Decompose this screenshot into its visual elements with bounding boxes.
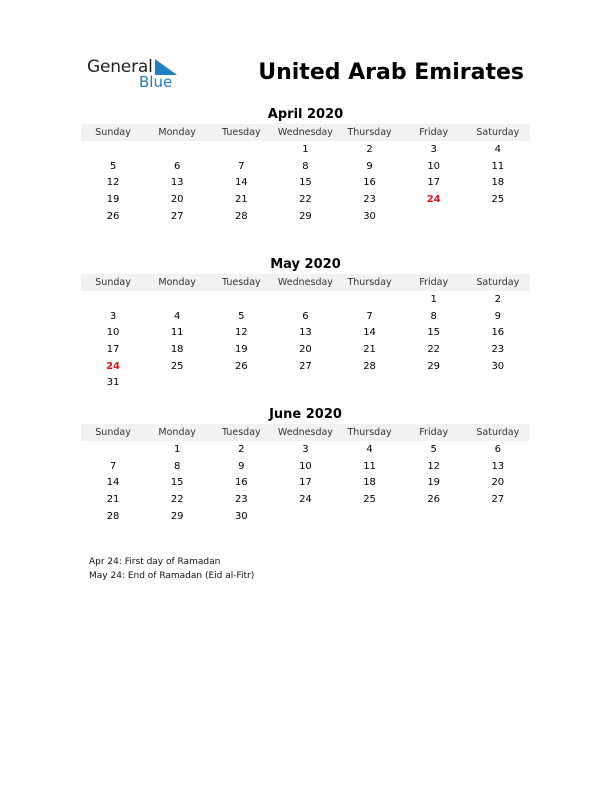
day-cell: 28 bbox=[363, 360, 376, 372]
day-cell: 15 bbox=[170, 477, 184, 489]
day-cell: 4 bbox=[366, 443, 373, 455]
weekday-label: Sunday bbox=[95, 427, 131, 438]
week-row bbox=[81, 508, 530, 525]
month-calendar bbox=[81, 406, 530, 524]
day-cell: 13 bbox=[170, 177, 184, 189]
day-cell: 6 bbox=[174, 160, 181, 172]
day-cell: 27 bbox=[170, 210, 184, 222]
day-cell: 1 bbox=[430, 293, 437, 305]
day-cell: 26 bbox=[106, 210, 120, 222]
weekday-label: Wednesday bbox=[277, 277, 333, 288]
day-cell: 8 bbox=[430, 310, 437, 322]
day-cell: 1 bbox=[174, 443, 181, 455]
weekday-label: Tuesday bbox=[221, 127, 261, 138]
day-cell: 22 bbox=[299, 193, 312, 205]
day-cell: 17 bbox=[106, 343, 120, 355]
day-cell: 10 bbox=[106, 327, 120, 339]
day-cell: 10 bbox=[299, 460, 312, 472]
day-cell: 6 bbox=[494, 443, 501, 455]
week-row bbox=[81, 291, 530, 308]
day-cell: 14 bbox=[106, 477, 120, 489]
day-cell: 20 bbox=[299, 343, 312, 355]
day-cell: 7 bbox=[238, 160, 245, 172]
week-row bbox=[81, 208, 530, 225]
day-cell: 16 bbox=[363, 177, 376, 189]
day-cell: 11 bbox=[363, 460, 376, 472]
day-cell: 13 bbox=[491, 460, 505, 472]
day-cell: 29 bbox=[427, 360, 441, 372]
week-row bbox=[81, 374, 530, 391]
day-cell: 10 bbox=[427, 160, 441, 172]
day-cell: 8 bbox=[302, 160, 309, 172]
day-cell: 17 bbox=[299, 477, 312, 489]
day-cell: 23 bbox=[234, 493, 248, 505]
day-cell: 9 bbox=[366, 160, 373, 172]
day-cell: 22 bbox=[427, 343, 441, 355]
weekday-label: Saturday bbox=[476, 127, 520, 138]
day-cell: 30 bbox=[234, 510, 248, 522]
weekday-label: Thursday bbox=[347, 127, 392, 138]
day-cell: 3 bbox=[109, 310, 117, 322]
day-cell: 18 bbox=[170, 343, 184, 355]
day-cell: 23 bbox=[491, 343, 505, 355]
month-title: June 2020 bbox=[269, 407, 342, 422]
day-cell: 7 bbox=[109, 460, 117, 472]
day-cell: 26 bbox=[234, 360, 248, 372]
day-cell: 12 bbox=[234, 327, 248, 339]
day-cell: 3 bbox=[430, 143, 437, 155]
weekday-label: Saturday bbox=[476, 277, 520, 288]
month-title: April 2020 bbox=[267, 107, 344, 122]
day-cell: 30 bbox=[491, 360, 505, 372]
day-cell: 30 bbox=[363, 210, 376, 222]
weekday-label: Sunday bbox=[95, 127, 131, 138]
week-row bbox=[81, 341, 530, 358]
weekday-label: Friday bbox=[419, 127, 449, 138]
day-cell: 1 bbox=[302, 143, 309, 155]
weekday-label: Wednesday bbox=[277, 427, 333, 438]
day-cell: 4 bbox=[494, 143, 501, 155]
day-cell: 12 bbox=[106, 177, 120, 189]
day-cell: 12 bbox=[427, 460, 441, 472]
day-cell: 24 bbox=[299, 493, 312, 505]
country-title: United Arab Emirates bbox=[258, 60, 524, 85]
weekday-label: Thursday bbox=[347, 427, 392, 438]
day-cell: 22 bbox=[170, 493, 184, 505]
weekday-label: Monday bbox=[158, 277, 196, 288]
day-cell: 16 bbox=[234, 477, 248, 489]
day-cell: 8 bbox=[174, 460, 181, 472]
day-cell: 18 bbox=[363, 477, 376, 489]
day-cell: 2 bbox=[494, 293, 501, 305]
day-cell: 2 bbox=[366, 143, 373, 155]
weekday-label: Thursday bbox=[347, 277, 392, 288]
day-cell: 20 bbox=[491, 477, 505, 489]
day-cell: 23 bbox=[363, 193, 376, 205]
day-cell: 9 bbox=[238, 460, 245, 472]
day-cell: 4 bbox=[174, 310, 181, 322]
day-cell: 15 bbox=[427, 327, 441, 339]
day-cell: 20 bbox=[170, 193, 184, 205]
day-cell: 9 bbox=[494, 310, 501, 322]
week-row bbox=[81, 441, 530, 458]
weekday-label: Monday bbox=[158, 127, 196, 138]
day-cell: 25 bbox=[491, 193, 505, 205]
day-cell: 15 bbox=[299, 177, 312, 189]
month-calendar bbox=[81, 256, 530, 391]
week-row bbox=[81, 141, 530, 158]
day-cell: 21 bbox=[363, 343, 376, 355]
day-cell: 5 bbox=[109, 160, 117, 172]
day-cell: 3 bbox=[302, 443, 309, 455]
logo-text-general: General bbox=[87, 57, 153, 77]
day-cell: 5 bbox=[238, 310, 245, 322]
day-cell: 31 bbox=[106, 377, 120, 389]
week-row bbox=[81, 474, 530, 491]
month-calendar bbox=[81, 106, 530, 224]
day-cell: 11 bbox=[491, 160, 505, 172]
note-item: May 24: End of Ramadan (Eid al-Fitr) bbox=[89, 570, 255, 581]
day-cell: 29 bbox=[299, 210, 312, 222]
weekday-header bbox=[81, 424, 530, 441]
weekday-label: Friday bbox=[419, 277, 449, 288]
brand-logo bbox=[87, 57, 187, 91]
weekday-header bbox=[81, 124, 530, 141]
holiday-notes bbox=[89, 556, 254, 583]
day-cell: 14 bbox=[363, 327, 376, 339]
week-row bbox=[81, 491, 530, 508]
day-cell: 16 bbox=[491, 327, 505, 339]
weekday-label: Sunday bbox=[95, 277, 131, 288]
day-cell: 29 bbox=[170, 510, 184, 522]
weekday-header bbox=[81, 274, 530, 291]
day-cell: 25 bbox=[363, 493, 376, 505]
day-cell: 28 bbox=[106, 510, 120, 522]
week-row bbox=[81, 308, 530, 325]
day-cell: 27 bbox=[299, 360, 312, 372]
note-item: Apr 24: First day of Ramadan bbox=[89, 557, 221, 567]
day-cell: 14 bbox=[234, 177, 248, 189]
day-cell: 19 bbox=[234, 343, 248, 355]
day-cell: 13 bbox=[299, 327, 312, 339]
day-cell: 11 bbox=[170, 327, 184, 339]
weekday-label: Friday bbox=[419, 427, 449, 438]
day-cell: 21 bbox=[234, 193, 248, 205]
week-row bbox=[81, 324, 530, 341]
day-cell: 28 bbox=[234, 210, 248, 222]
day-cell: 7 bbox=[366, 310, 373, 322]
day-cell: 2 bbox=[238, 443, 245, 455]
weekday-label: Wednesday bbox=[277, 127, 333, 138]
week-row bbox=[81, 191, 530, 208]
holiday-day-cell: 24 bbox=[426, 193, 441, 205]
day-cell: 19 bbox=[427, 477, 441, 489]
day-cell: 19 bbox=[106, 193, 120, 205]
weekday-label: Saturday bbox=[476, 427, 520, 438]
weekday-label: Monday bbox=[158, 427, 196, 438]
week-row bbox=[81, 158, 530, 175]
day-cell: 6 bbox=[302, 310, 309, 322]
day-cell: 27 bbox=[491, 493, 505, 505]
day-cell: 18 bbox=[491, 177, 505, 189]
weekday-label: Tuesday bbox=[221, 427, 261, 438]
logo-text-blue: Blue bbox=[139, 73, 173, 91]
day-cell: 17 bbox=[427, 177, 441, 189]
week-row bbox=[81, 358, 530, 375]
week-row bbox=[81, 458, 530, 475]
week-row bbox=[81, 174, 530, 191]
day-cell: 21 bbox=[106, 493, 120, 505]
day-cell: 25 bbox=[170, 360, 184, 372]
day-cell: 5 bbox=[430, 443, 437, 455]
weekday-label: Tuesday bbox=[221, 277, 261, 288]
month-title: May 2020 bbox=[270, 257, 341, 272]
holiday-day-cell: 24 bbox=[106, 360, 121, 372]
day-cell: 26 bbox=[427, 493, 441, 505]
